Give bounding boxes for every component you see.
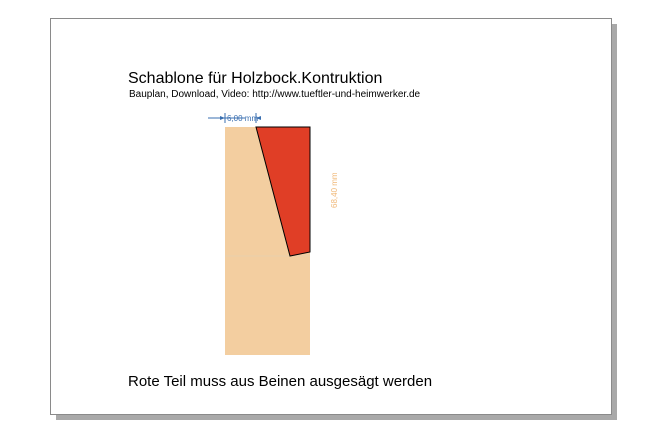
width-dimension-label: 6,00 mm — [227, 114, 259, 123]
width-dimension — [208, 113, 261, 123]
document-caption: Rote Teil muss aus Beinen ausgesägt werden — [128, 373, 433, 390]
height-dimension-label: 68,40 mm — [330, 172, 339, 208]
document-subtitle: Bauplan, Download, Video: http://www.tueftler-und-heimwerker.de — [129, 89, 421, 100]
document-title: Schablone für Holzbock.Kontruktion — [128, 70, 383, 87]
